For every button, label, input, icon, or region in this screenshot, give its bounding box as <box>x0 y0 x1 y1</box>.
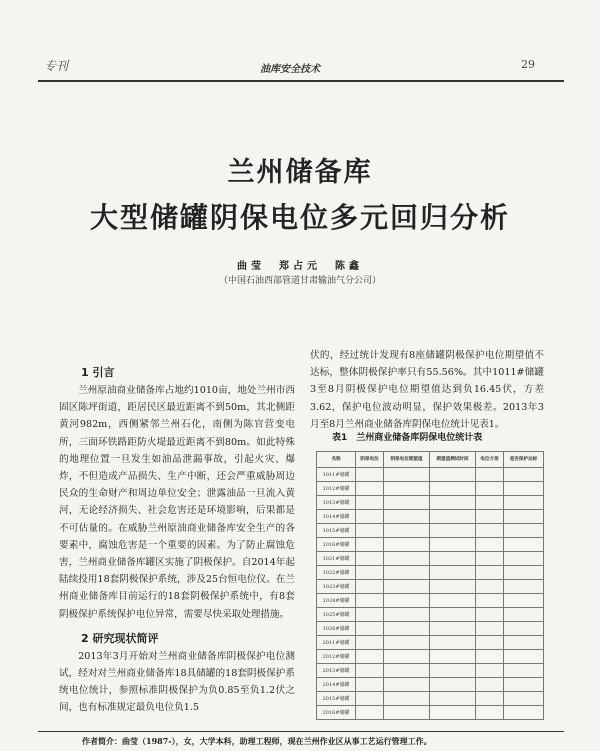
table-cell <box>430 580 476 594</box>
table-cell <box>430 496 476 510</box>
table-header-cell: 阴保电位期望值 <box>384 452 430 468</box>
table-cell <box>430 510 476 524</box>
table-cell <box>384 538 430 552</box>
table-header-cell: 是否保护达标 <box>503 452 543 468</box>
table-row <box>317 608 544 622</box>
section2-paragraph: 2013年3月开始对兰州商业储备库阴极保护电位测试，经对对兰州商业储备库18具储罐的18套阴极保护系统电位统计，参照标准阴极保护为负0.85至负1.2伏之间，也有标准规定最负电位负1.5 <box>59 650 295 714</box>
table-cell <box>476 636 504 650</box>
table-cell <box>476 580 504 594</box>
table-cell: 2011#储罐 <box>317 636 356 650</box>
table-row <box>317 538 544 552</box>
table-cell <box>503 510 543 524</box>
table-cell <box>356 580 384 594</box>
authors: 曲莹 郑占元 陈鑫 <box>237 261 363 272</box>
table-cell <box>356 510 384 524</box>
table-cell: 1013#储罐 <box>317 496 356 510</box>
table-cell: 1011#储罐 <box>317 468 356 482</box>
table-cell <box>476 706 504 720</box>
table-row <box>317 482 544 496</box>
table-cell <box>384 552 430 566</box>
table-cell <box>476 538 504 552</box>
table-cell <box>430 678 476 692</box>
table-cell <box>356 468 384 482</box>
table-cell <box>384 594 430 608</box>
table-header-row <box>317 452 544 468</box>
table-cell: 1023#储罐 <box>317 580 356 594</box>
page-number: 29 <box>521 58 535 71</box>
table-cell <box>503 692 543 706</box>
table-cell <box>476 678 504 692</box>
table-cell: 2015#储罐 <box>317 692 356 706</box>
author-footnote: 作者简介：曲莹（1987-），女，大学本科，助理工程师，现在兰州作业区从事工艺运行管理工作。 <box>82 736 432 746</box>
right-column-paragraph: 伏的，经过统计发现有8座储罐阴极保护电位期望值不达标，整体阴极保护率只有55.56%。其中1011#储罐3至8月阴极保护电位期望值达到负16.45伏，方差3.62，保护电位波动明显，保护效果极差。2013年3月至8月兰州商业储备库阴保电位统计见表1。 <box>310 350 544 430</box>
table-cell <box>503 594 543 608</box>
table-cell <box>430 524 476 538</box>
table-header-cell: 电位方差 <box>476 452 504 468</box>
table-cell <box>356 622 384 636</box>
table-cell <box>356 636 384 650</box>
table-cell <box>356 608 384 622</box>
table-cell <box>503 636 543 650</box>
left-column <box>59 365 295 717</box>
table-cell <box>384 636 430 650</box>
table-cell: 1014#储罐 <box>317 510 356 524</box>
table-cell <box>503 664 543 678</box>
table-cell <box>430 552 476 566</box>
table-cell <box>430 538 476 552</box>
table-cell <box>384 678 430 692</box>
table-cell <box>384 524 430 538</box>
table-cell <box>430 692 476 706</box>
table-cell <box>384 468 430 482</box>
table-cell <box>503 468 543 482</box>
table-cell <box>384 482 430 496</box>
table-cell <box>356 650 384 664</box>
table-row <box>317 622 544 636</box>
table-cell <box>476 622 504 636</box>
table-cell: 1026#储罐 <box>317 622 356 636</box>
table-cell <box>476 482 504 496</box>
table-cell <box>503 706 543 720</box>
table-cell: 1015#储罐 <box>317 524 356 538</box>
table-cell: 1012#储罐 <box>317 482 356 496</box>
table-cell <box>356 552 384 566</box>
article-title-line2: 大型储罐阴保电位多元回归分析 <box>89 201 510 234</box>
table-cell: 1024#储罐 <box>317 594 356 608</box>
table-cell <box>476 496 504 510</box>
table-cell <box>356 678 384 692</box>
journal-name: 油库安全技术 <box>260 64 320 75</box>
table-cell <box>384 692 430 706</box>
table-cell <box>384 650 430 664</box>
table-cell <box>356 692 384 706</box>
table-cell <box>356 664 384 678</box>
table-cell <box>476 524 504 538</box>
table-cell <box>476 566 504 580</box>
section1-heading: 1 引言 <box>81 366 115 379</box>
table-cell <box>503 496 543 510</box>
table-row <box>317 594 544 608</box>
table-cell: 1021#储罐 <box>317 552 356 566</box>
table-cell <box>356 482 384 496</box>
table-cell <box>503 650 543 664</box>
table-cell <box>356 538 384 552</box>
table-cell <box>384 510 430 524</box>
table-header-cell: 阴保电位 <box>356 452 384 468</box>
table-cell: 2013#储罐 <box>317 664 356 678</box>
table-cell <box>476 608 504 622</box>
table-cell <box>476 552 504 566</box>
table-cell <box>384 566 430 580</box>
table-row <box>317 496 544 510</box>
table-cell <box>430 664 476 678</box>
table-row <box>317 580 544 594</box>
table-cell <box>430 622 476 636</box>
affiliation: （中国石油西部管道甘肃输油气分公司） <box>218 276 381 286</box>
table-cell <box>356 594 384 608</box>
table-cell <box>503 524 543 538</box>
table-row <box>317 706 544 720</box>
table-cell <box>476 664 504 678</box>
right-column <box>310 347 544 433</box>
table-cell: 1016#储罐 <box>317 538 356 552</box>
table-cell <box>356 524 384 538</box>
table-row <box>317 664 544 678</box>
table-cell: 1022#储罐 <box>317 566 356 580</box>
table-cell <box>384 706 430 720</box>
table-cell <box>476 468 504 482</box>
table-cell <box>503 482 543 496</box>
table-cell <box>503 608 543 622</box>
table-cell <box>384 608 430 622</box>
journal-section-label: 专刊 <box>44 59 69 73</box>
table-cell <box>384 664 430 678</box>
table-cell <box>476 594 504 608</box>
footnote-divider <box>38 731 564 732</box>
table-header-cell: 期望值测试时间 <box>430 452 476 468</box>
table-cell <box>430 706 476 720</box>
table-cell <box>503 552 543 566</box>
table-row <box>317 468 544 482</box>
table-row <box>317 566 544 580</box>
section2-heading: 2 研究现状简评 <box>81 631 159 645</box>
table-cell <box>384 622 430 636</box>
table-cell <box>356 566 384 580</box>
table-cell <box>356 496 384 510</box>
table-cell: 2014#储罐 <box>317 678 356 692</box>
table-cell: 1025#储罐 <box>317 608 356 622</box>
table-row <box>317 692 544 706</box>
table-cell <box>430 650 476 664</box>
table-row <box>317 510 544 524</box>
header-divider <box>38 80 564 82</box>
table-cell <box>476 692 504 706</box>
table-cell <box>384 496 430 510</box>
table-row <box>317 678 544 692</box>
table-header-cell: 名称 <box>317 452 356 468</box>
table-cell <box>430 608 476 622</box>
table-caption: 表1 兰州商业储备库阴保电位统计表 <box>332 433 483 443</box>
table-row <box>317 650 544 664</box>
article-title-line1: 兰州储备库 <box>227 157 373 188</box>
table-body <box>317 468 544 720</box>
table-cell: 2016#储罐 <box>317 706 356 720</box>
table-row <box>317 552 544 566</box>
table-cell <box>430 468 476 482</box>
table-cell <box>476 650 504 664</box>
table-cell <box>476 510 504 524</box>
table-cell <box>503 538 543 552</box>
table-cell <box>430 636 476 650</box>
table-cell <box>430 594 476 608</box>
table-cell <box>356 706 384 720</box>
table-cell: 2012#储罐 <box>317 650 356 664</box>
table-cell <box>503 566 543 580</box>
table-row <box>317 636 544 650</box>
section1-paragraph: 兰州原油商业储备库占地约1010亩，地处兰州市西固区陈坪街道，距居民区最近距离不到50m，其北侧距黄河982m，西侧紧邻兰州石化，南侧为陈官营变电所，三面环铁路距防火堤最近距离不到80m。如此特殊的地理位置一旦发生如油品泄漏事故，引起火灾、爆炸，不但造成产品损失、生产中断，还会严重威胁周边民众的生命财产和周边单位安全；泄露油品一旦流入黄河，无论经济损失、社会危害还是环境影响，后果都是不可估量的。在威胁兰州原油商业储备库安全生产的各要素中，腐蚀危害是一个重要的因素。为了防止腐蚀危害，兰州商业储备库罐区实施了阴极保护。自2014年起陆续投用18套阴极保护系统，涉及25台恒电位仪。在兰州商业储备库目前运行的18套阴极保护系统中，有8套阴极保护系统保护电位异常，需要尽快采取处理措施。 <box>59 385 295 620</box>
table-cell <box>430 566 476 580</box>
potential-stats-table <box>316 451 544 720</box>
table-cell <box>503 580 543 594</box>
table-cell <box>503 622 543 636</box>
table-cell <box>430 482 476 496</box>
table-cell <box>503 678 543 692</box>
table-row <box>317 524 544 538</box>
table-cell <box>384 580 430 594</box>
